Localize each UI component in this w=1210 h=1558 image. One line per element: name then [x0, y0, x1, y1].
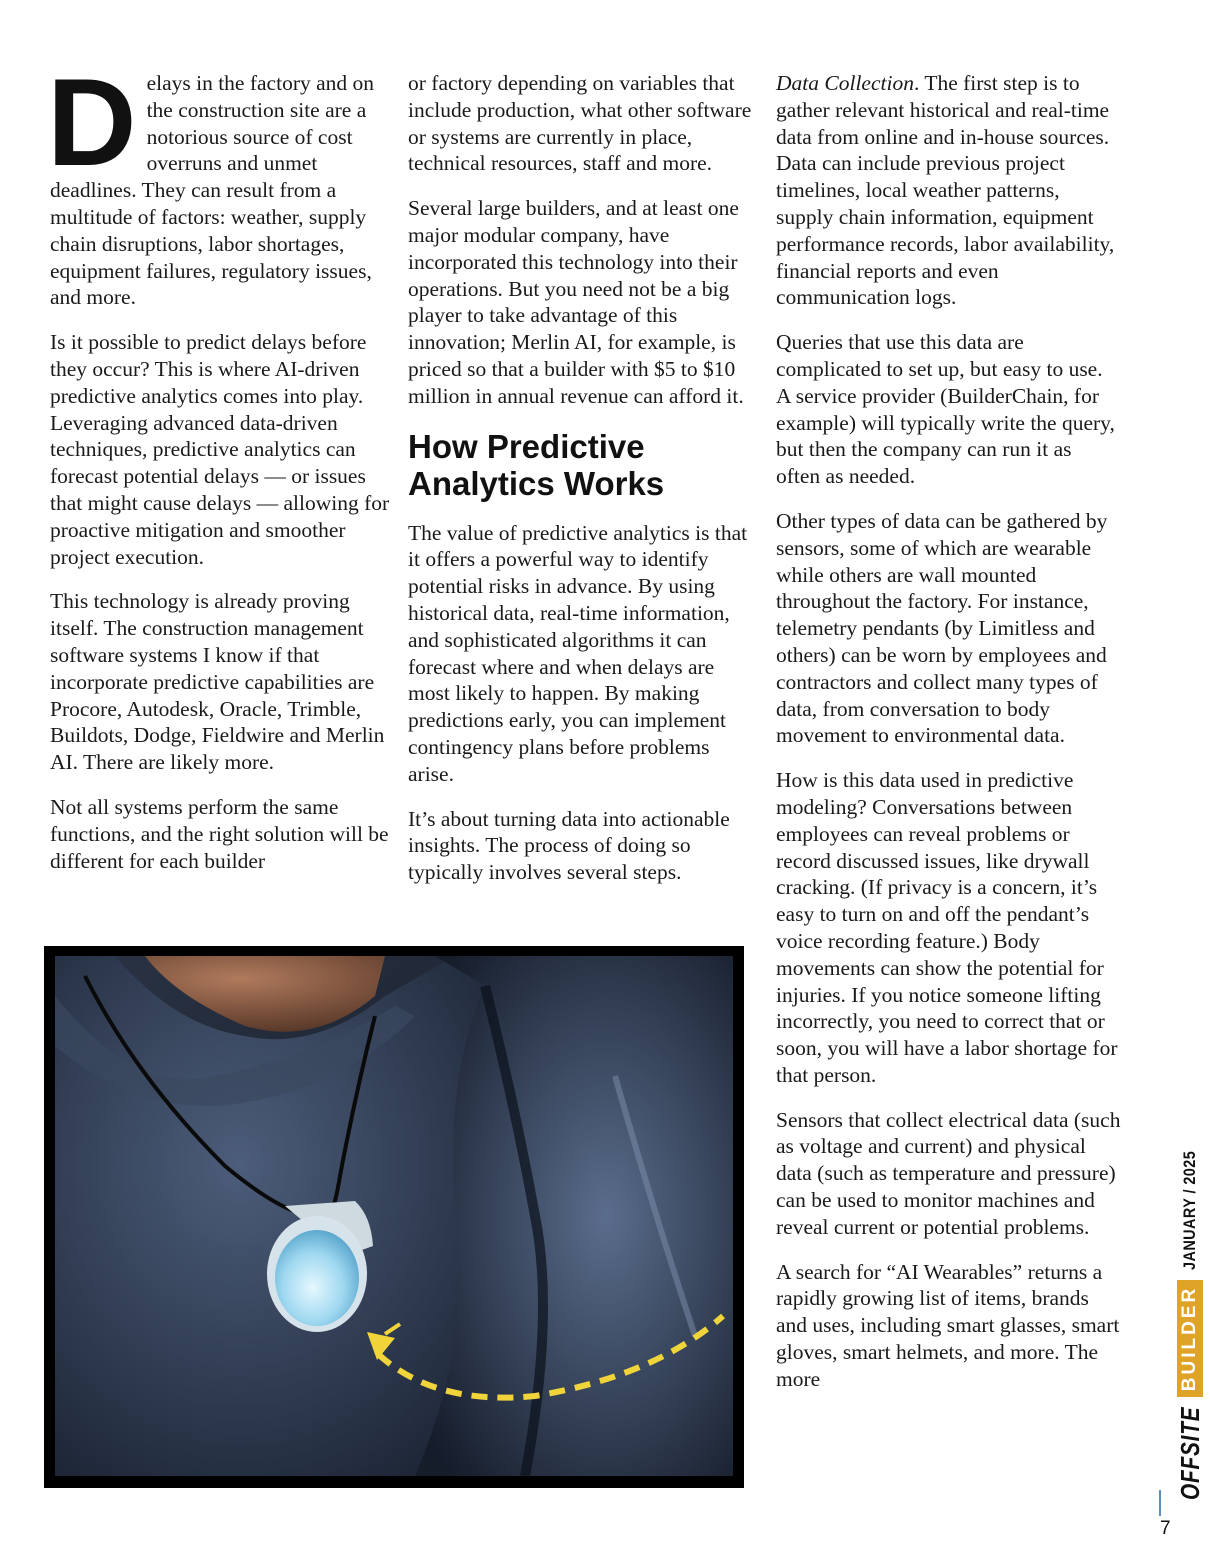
paragraph: It’s about turning data into actionable insights. The process of doing so typically involves several steps. [408, 806, 730, 885]
paragraph: Is it possible to predict delays before they occur? This is where AI-driven predictive analytics comes into play. Leveraging advanced data-driven techniques, predictive analytics can forecast potential delays — or issues that might cause delays — allowing for proactive mitigation and smoother project execution. [50, 330, 390, 569]
article-column-2 [408, 70, 753, 904]
paragraph: Other types of data can be gathered by sensors, some of which are wearable while others are wall mounted throughout the factory. For instance, telemetry pendants (by Limitless and others) can be worn by employees and contractors and collect many types of data, from conversation to body movement to environmental data. [776, 508, 1108, 748]
issue-date: JANUARY / 2025 [1180, 1150, 1199, 1270]
paragraph: elays in the factory and on the construction site are a notorious source of cost overruns and unmet deadlines. They can result from a multitude of factors: weather, supply chain disruptions, labor shortages, equipment failures, regulatory issues, and more. [50, 71, 375, 310]
brand-builder: BUILDER [1177, 1280, 1203, 1397]
paragraph: This technology is already proving itself. The construction management software systems I know if that incorporate predictive capabilities are Procore, Autodesk, Oracle, Trimble, Buildots, Dodge, Fieldwire and Merlin AI. There are likely more. [50, 589, 385, 775]
drop-cap: D [47, 54, 137, 192]
brand-offsite: OFFSITE [1174, 1406, 1205, 1500]
paragraph: The value of predictive analytics is that it offers a powerful way to identify potential risks in advance. By using historical data, real-time information, and sophisticated algorithms it can forecast where and when delays are most likely to happen. By making predictions early, you can implement contingency plans before problems arise. [408, 520, 748, 786]
paragraph-text: . The first step is to gather relevant historical and real-time data from online and in-house sources. Data can include previous project timelines, local weather patterns, supply chain information, equipment performance records, labor availability, financial reports and even communication logs. [776, 71, 1115, 310]
paragraph: or factory depending on variables that include production, what other software or systems are currently in place, technical resources, staff and more. [408, 71, 752, 176]
paragraph: Queries that use this data are complicated to set up, but easy to use. A service provider (BuilderChain, for example) will typically write the query, but then the company can run it as often as needed. [776, 330, 1115, 489]
article-column-1 [47, 54, 392, 892]
pendant-photo-illustration [55, 956, 733, 1476]
section-heading: How Predictive Analytics Works [408, 427, 665, 502]
paragraph: Sensors that collect electrical data (such as voltage and current) and physical data (such as temperature and pressure) can be used to monitor machines and reveal current or potential problems. [776, 1107, 1121, 1239]
paragraph: How is this data used in predictive modeling? Conversations between employees can reveal problems or record discussed issues, like drywall cracking. (If privacy is a concern, it’s easy to turn on and off the pendant’s voice recording feature.) Body movements can show the potential for injuries. If you notice someone lifting incorrectly, you need to correct that or soon, you will have a labor shortage for that person. [776, 768, 1118, 1087]
page-number: 7 [1160, 1518, 1171, 1539]
pendant-photo [44, 946, 744, 1488]
paragraph: Several large builders, and at least one major modular company, have incorporated this technology into their operations. But you need not be a big player to take advantage of this innovation; Merlin AI, for example, is priced so that a builder with $5 to $10 million in annual revenue can afford it. [408, 196, 744, 408]
paragraph: Not all systems perform the same functions, and the right solution will be different for each builder [50, 794, 389, 873]
step-lead-in: Data Collection [776, 71, 914, 95]
paragraph [776, 70, 1121, 311]
spine-divider [1159, 1490, 1161, 1516]
article-column-3 [776, 70, 1121, 1411]
magazine-spine [1140, 1080, 1205, 1500]
paragraph: A search for “AI Wearables” returns a rapidly growing list of items, brands and uses, including smart glasses, smart gloves, smart helmets, and more. The more [776, 1259, 1120, 1391]
